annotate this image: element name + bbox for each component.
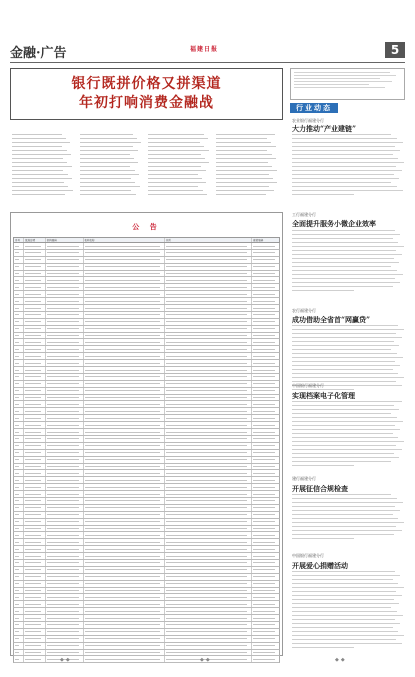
- table-row: [13, 470, 280, 477]
- table-row: [13, 326, 280, 333]
- table-row: [13, 401, 280, 408]
- table-row: [13, 477, 280, 484]
- footer-ornament: ◆◆: [60, 657, 72, 663]
- table-row: [13, 381, 280, 388]
- section-title: 金融·广告: [10, 46, 67, 61]
- article-kicker: 农业银行福建分行: [292, 118, 324, 123]
- article-kicker: 建行福建分行: [292, 476, 316, 481]
- table-row: [13, 601, 280, 608]
- column-header: 机构名称: [84, 238, 165, 242]
- table-row: [13, 512, 280, 519]
- table-row: [13, 457, 280, 464]
- table-row: [13, 298, 280, 305]
- public-notice: [10, 212, 283, 656]
- footer-ornament: ◆◆: [200, 657, 212, 663]
- article-column-1: [12, 134, 74, 196]
- table-row: [13, 360, 280, 367]
- table-row: [13, 353, 280, 360]
- table-row: [13, 367, 280, 374]
- column-header: 住所: [165, 238, 252, 242]
- industry-news-tag: 行业动态: [290, 103, 338, 113]
- table-row: [13, 415, 280, 422]
- article-kicker: 工行福建分行: [292, 212, 316, 217]
- column-header: 机构编码: [46, 238, 84, 242]
- table-row: [13, 291, 280, 298]
- column-header: 邮政编码: [253, 239, 264, 242]
- headline-line-1: 银行既拼价格又拼渠道: [71, 76, 222, 92]
- newspaper-logo: 福建日报: [190, 46, 219, 53]
- article-title: 全面提升服务小微企业效率: [292, 219, 376, 228]
- article-body: [292, 134, 405, 198]
- table-row: [13, 319, 280, 326]
- masthead-info-box: [290, 68, 405, 100]
- article-title: 实现档案电子化管理: [292, 391, 355, 400]
- table-row: [13, 264, 280, 271]
- table-row: [13, 588, 280, 595]
- article-kicker: 农行福建分行: [292, 308, 316, 313]
- headline-box: [10, 68, 283, 120]
- table-row: [13, 374, 280, 381]
- table-row: [13, 277, 280, 284]
- table-body: [13, 243, 280, 663]
- table-row: [13, 608, 280, 615]
- table-row: [13, 271, 280, 278]
- article-body: [292, 401, 405, 469]
- table-row: [13, 339, 280, 346]
- table-row: [13, 615, 280, 622]
- table-row: [13, 346, 280, 353]
- table-row: [13, 257, 280, 264]
- article-column-3: [148, 134, 210, 196]
- table-row: [13, 546, 280, 553]
- article-kicker: 中国银行福建分行: [292, 383, 324, 388]
- article-title: 开展爱心捐赠活动: [292, 561, 348, 570]
- table-row: [13, 305, 280, 312]
- column-header: 序号: [14, 238, 24, 242]
- table-row: [13, 498, 280, 505]
- table-row: [13, 526, 280, 533]
- table-row: [13, 388, 280, 395]
- table-row: [13, 622, 280, 629]
- headline-line-2: 年初打响消费金融战: [79, 95, 214, 111]
- table-row: [13, 553, 280, 560]
- table-row: [13, 436, 280, 443]
- article-body: [292, 494, 405, 542]
- table-row: [13, 629, 280, 636]
- table-row: [13, 429, 280, 436]
- table-row: [13, 408, 280, 415]
- table-row: [13, 505, 280, 512]
- table-row: [13, 422, 280, 429]
- table-row: [13, 395, 280, 402]
- table-row: [13, 643, 280, 650]
- article-title: 大力推动“产业建链”: [292, 124, 357, 133]
- table-row: [13, 567, 280, 574]
- table-row: [13, 574, 280, 581]
- article-kicker: 中国银行福建分行: [292, 553, 324, 558]
- table-row: [13, 539, 280, 546]
- article-column-4: [216, 134, 278, 196]
- column-header: 批准日期: [24, 238, 46, 242]
- page-header: [10, 42, 405, 62]
- notice-table: [13, 237, 280, 651]
- table-row: [13, 443, 280, 450]
- table-row: [13, 484, 280, 491]
- table-row: [13, 333, 280, 340]
- page-number: 5: [385, 42, 405, 58]
- table-row: [13, 491, 280, 498]
- table-row: [13, 312, 280, 319]
- table-row: [13, 250, 280, 257]
- table-row: [13, 656, 280, 663]
- table-row: [13, 243, 280, 250]
- table-row: [13, 636, 280, 643]
- article-body: [292, 571, 405, 651]
- notice-title: 公 告: [132, 222, 161, 231]
- table-row: [13, 560, 280, 567]
- table-row: [13, 450, 280, 457]
- table-row: [13, 464, 280, 471]
- table-row: [13, 650, 280, 657]
- header-rule: [10, 62, 405, 63]
- table-row: [13, 532, 280, 539]
- article-title: 成功借助全省首“网赢贷”: [292, 315, 371, 324]
- footer-ornament: ◆◆: [335, 657, 347, 663]
- table-row: [13, 284, 280, 291]
- table-row: [13, 581, 280, 588]
- article-column-2: [80, 134, 142, 196]
- table-row: [13, 519, 280, 526]
- article-title: 开展征信合规检查: [292, 484, 348, 493]
- article-body: [292, 230, 405, 294]
- table-row: [13, 594, 280, 601]
